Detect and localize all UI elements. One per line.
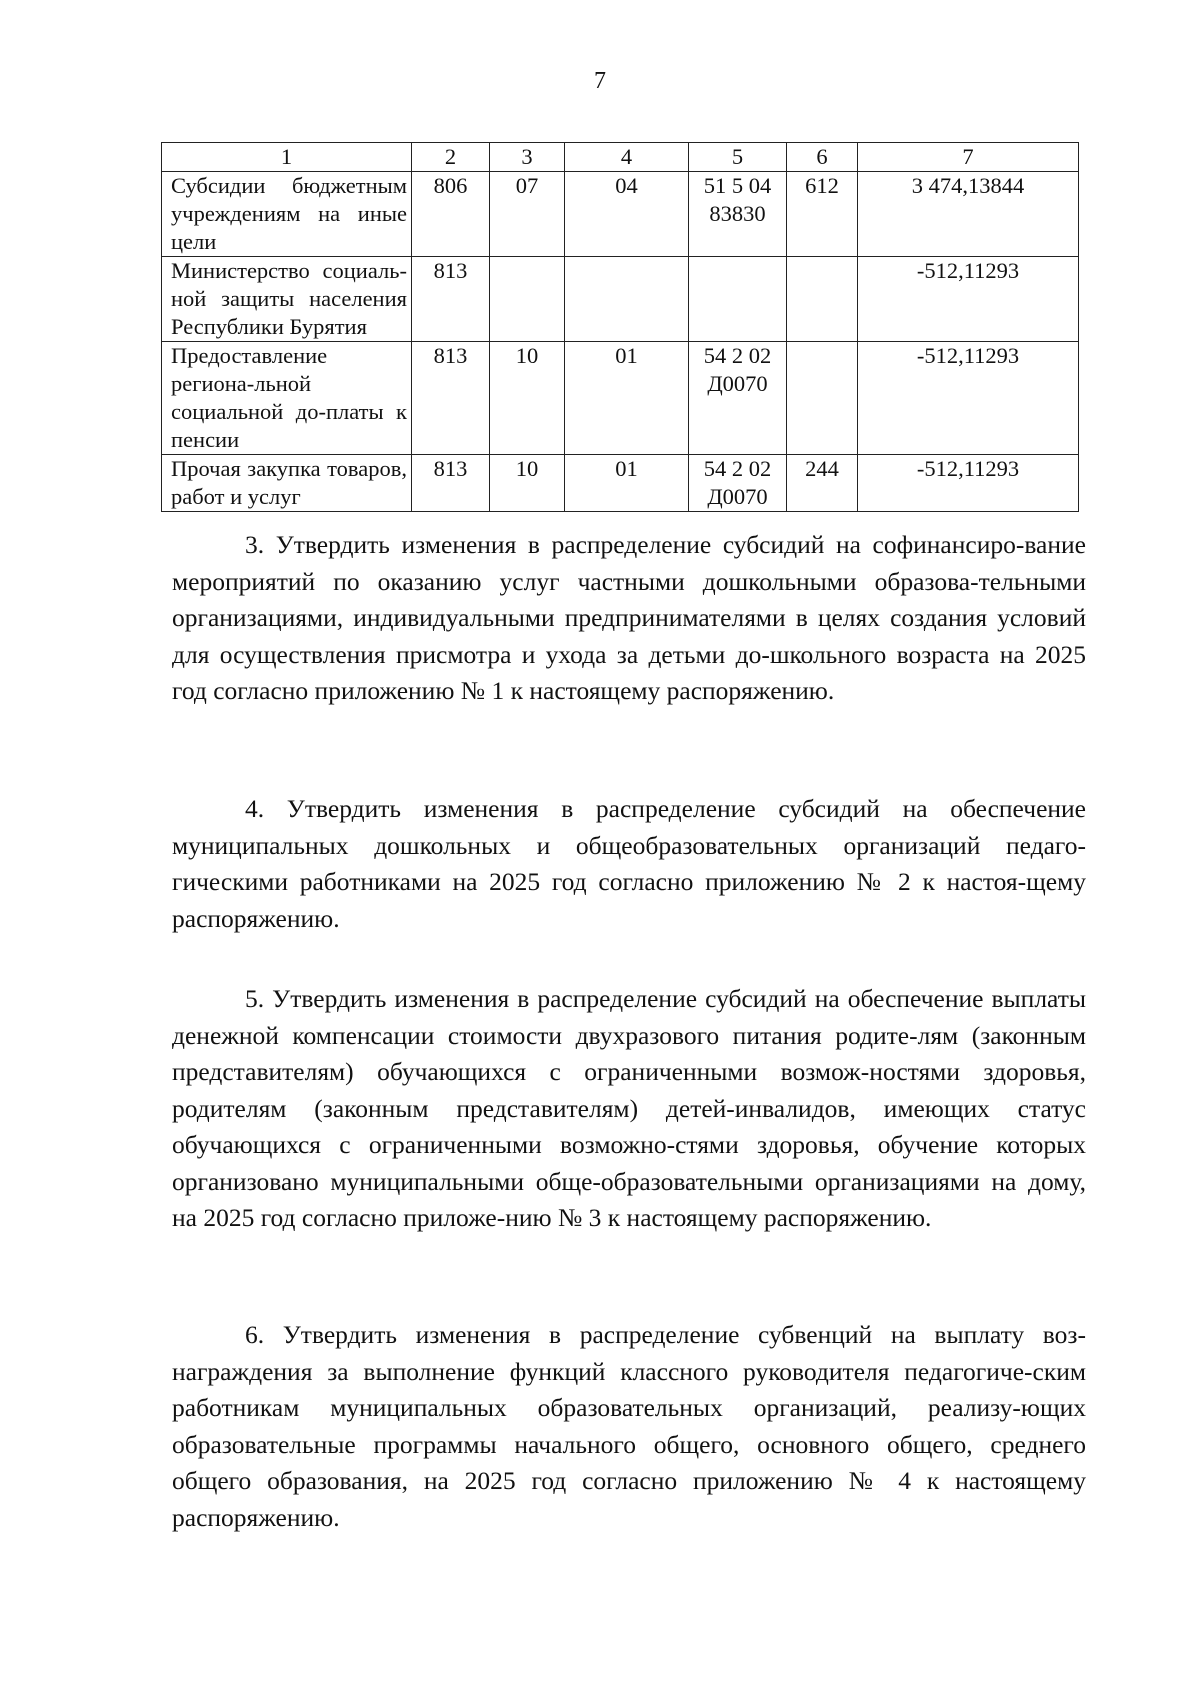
- table-cell: [490, 257, 565, 342]
- table-cell: 51 5 04 83830: [689, 172, 787, 257]
- table-header-cell: 4: [565, 143, 689, 172]
- paragraph-item-4: 4. Утвердить изменения в распределение субсидий на обеспечение муниципальных дошкольных и общеобразовательных организаций педаго-гическими работниками на 2025 год согласно приложению № 2 к настоя-щему распоряжению.: [172, 794, 1086, 933]
- table-row: [162, 257, 1079, 342]
- table-header-cell: 7: [858, 143, 1079, 172]
- table-row: [162, 342, 1079, 455]
- table-header-cell: 3: [490, 143, 565, 172]
- table-cell: 10: [490, 455, 565, 512]
- table-header-row: [162, 143, 1079, 172]
- table-row: [162, 172, 1079, 257]
- table-cell: 813: [412, 257, 490, 342]
- table-cell: 07: [490, 172, 565, 257]
- table-cell: 01: [565, 342, 689, 455]
- table-cell-amount: -512,11293: [858, 455, 1079, 512]
- table-cell: 04: [565, 172, 689, 257]
- table-cell-amount: -512,11293: [858, 257, 1079, 342]
- table-cell: 01: [565, 455, 689, 512]
- table-cell-name: Предоставление региона-льной социальной до-платы к пенсии: [162, 342, 412, 455]
- page-number: 7: [594, 68, 606, 94]
- table-row: [162, 455, 1079, 512]
- table-cell-amount: -512,11293: [858, 342, 1079, 455]
- table-cell: [787, 342, 858, 455]
- table-header-cell: 5: [689, 143, 787, 172]
- table-cell: [565, 257, 689, 342]
- budget-table: [161, 142, 1079, 512]
- paragraph-item-6: 6. Утвердить изменения в распределение субвенций на выплату воз-награждения за выполнение функций классного руководителя педагогиче-ским работникам муниципальных образовательных организаций, реализу-ющих образовательные программы начального общего, основного общего, среднего общего образования, на 2025 год согласно приложению № 4 к настоящему распоряжению.: [172, 1320, 1086, 1532]
- table-cell: 806: [412, 172, 490, 257]
- table-cell: 813: [412, 455, 490, 512]
- table-cell: 54 2 02 Д0070: [689, 455, 787, 512]
- table-cell: 244: [787, 455, 858, 512]
- table-header-cell: 1: [162, 143, 412, 172]
- paragraph-item-5: 5. Утвердить изменения в распределение субсидий на обеспечение выплаты денежной компенсации стоимости двухразового питания родите-лям (законным представителям) обучающихся с ограниченными возмож-ностями здоровья, родителям (законным представителям) детей-инвалидов, имеющих статус обучающихся с ограниченными возможно-стями здоровья, обучение которых организовано муниципальными обще-образовательными организациями на дому, на 2025 год согласно приложе-нию № 3 к настоящему распоряжению.: [172, 984, 1086, 1232]
- table-cell-name: Министерство социаль-ной защиты населения Республики Бурятия: [162, 257, 412, 342]
- table-cell: 612: [787, 172, 858, 257]
- table-cell-name: Субсидии бюджетным учреждениям на иные цели: [162, 172, 412, 257]
- table-header-cell: 2: [412, 143, 490, 172]
- table-cell: 813: [412, 342, 490, 455]
- table-cell: 54 2 02 Д0070: [689, 342, 787, 455]
- paragraph-item-3: 3. Утвердить изменения в распределение субсидий на софинансиро-вание мероприятий по оказанию услуг частными дошкольными образова-тельными организациями, индивидуальными предпринимателями в целях создания условий для осуществления присмотра и ухода за детьми до-школьного возраста на 2025 год согласно приложению № 1 к настоящему распоряжению.: [172, 530, 1086, 705]
- table-cell: 10: [490, 342, 565, 455]
- table-header-cell: 6: [787, 143, 858, 172]
- table-cell: [787, 257, 858, 342]
- table-cell: [689, 257, 787, 342]
- table-cell-name: Прочая закупка товаров, работ и услуг: [162, 455, 412, 512]
- table-cell-amount: 3 474,13844: [858, 172, 1079, 257]
